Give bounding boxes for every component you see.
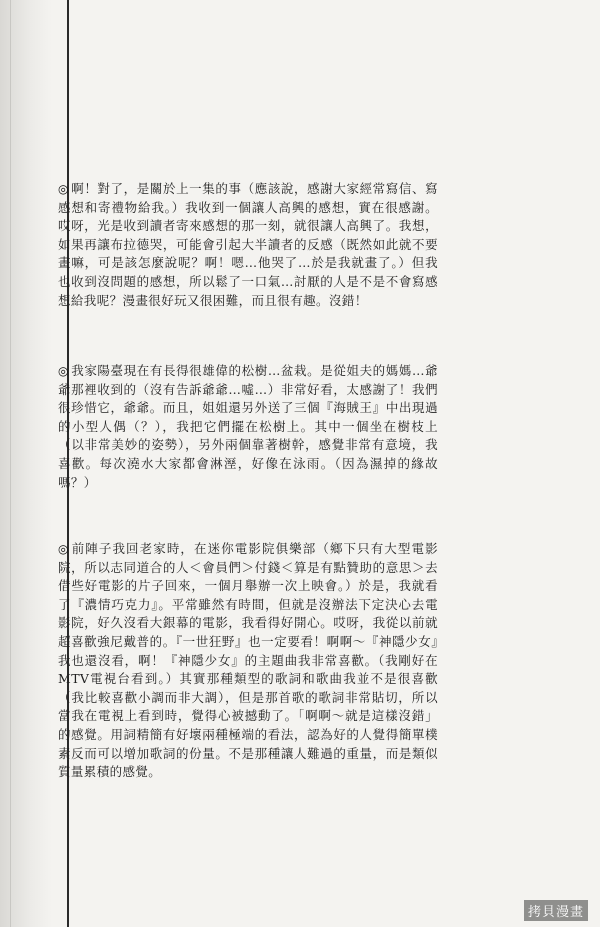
paragraph-3	[58, 540, 438, 782]
paragraph-3-text: 前陣子我回老家時，在迷你電影院俱樂部（鄉下只有大型電影院，所以志同道合的人＜會員們＞付錢＜算是有點贊助的意思＞去借些好電影的片子回來，一個月舉辦一次上映會。）於是，我就看了『濃情巧克力』。平常雖然有時間，但就是沒辦法下定決心去電影院，好久沒看大銀幕的電影，我看得好開心。哎呀，我從以前就超喜歡強尼戴普的。『一世狂野』也一定要看！啊啊～『神隱少女』我也還沒看，啊！『神隱少女』的主題曲我非常喜歡。（我剛好在MTV電視台看到。）其實那種類型的歌詞和歌曲我並不是很喜歡（我比較喜歡小調而非大調），但是那首歌的歌詞非常貼切，所以當我在電視上看到時，覺得心被撼動了。「啊啊～就是這樣沒錯」的感覺。用詞精簡有好壞兩種極端的看法，認為好的人覺得簡單樸素反而可以增加歌詞的份量。不是那種讓人難過的重量，而是類似質量累積的感覺。	[58, 541, 438, 780]
paragraph-1	[58, 180, 438, 310]
bullet-mark-icon: ◎	[58, 542, 69, 556]
page-edge-line	[10, 0, 11, 927]
paragraph-1-text: 啊！對了，是關於上一集的事（應該說，感謝大家經常寫信、寫感想和寄禮物給我。）我收到一個讓人高興的感想，實在很感謝。哎呀，光是收到讀者寄來感想的那一刻，就很讓人高興了。我想，如果再讓布拉德哭，可能會引起大半讀者的反感（既然如此就不要畫嘛，可是該怎麼說呢？啊！嗯…他哭了…於是我就畫了。）但我也收到沒問題的感想，所以鬆了一口氣…討厭的人是不是不會寫感想給我呢？漫畫很好玩又很困難，而且很有趣。沒錯！	[58, 181, 438, 308]
paragraph-2	[58, 362, 438, 492]
bullet-mark-icon: ◎	[58, 364, 69, 378]
watermark: 拷貝漫畫	[524, 900, 588, 921]
paragraph-2-text: 我家陽臺現在有長得很雄偉的松樹…盆栽。是從姐夫的媽媽…爺爺那裡收到的（沒有告訴爺爺…噓…）非常好看，太感謝了！我們很珍惜它，爺爺。而且，姐姐還另外送了三個『海賊王』中出現過的小型人偶（？），我把它們擺在松樹上。其中一個坐在樹枝上（以非常美妙的姿勢），另外兩個靠著樹幹，感覺非常有意境，我喜歡。每次澆水大家都會淋溼，好像在泳雨。（因為濕掉的緣故嗎？）	[58, 363, 438, 490]
page-shadow	[0, 0, 52, 927]
bullet-mark-icon: ◎	[58, 182, 69, 196]
